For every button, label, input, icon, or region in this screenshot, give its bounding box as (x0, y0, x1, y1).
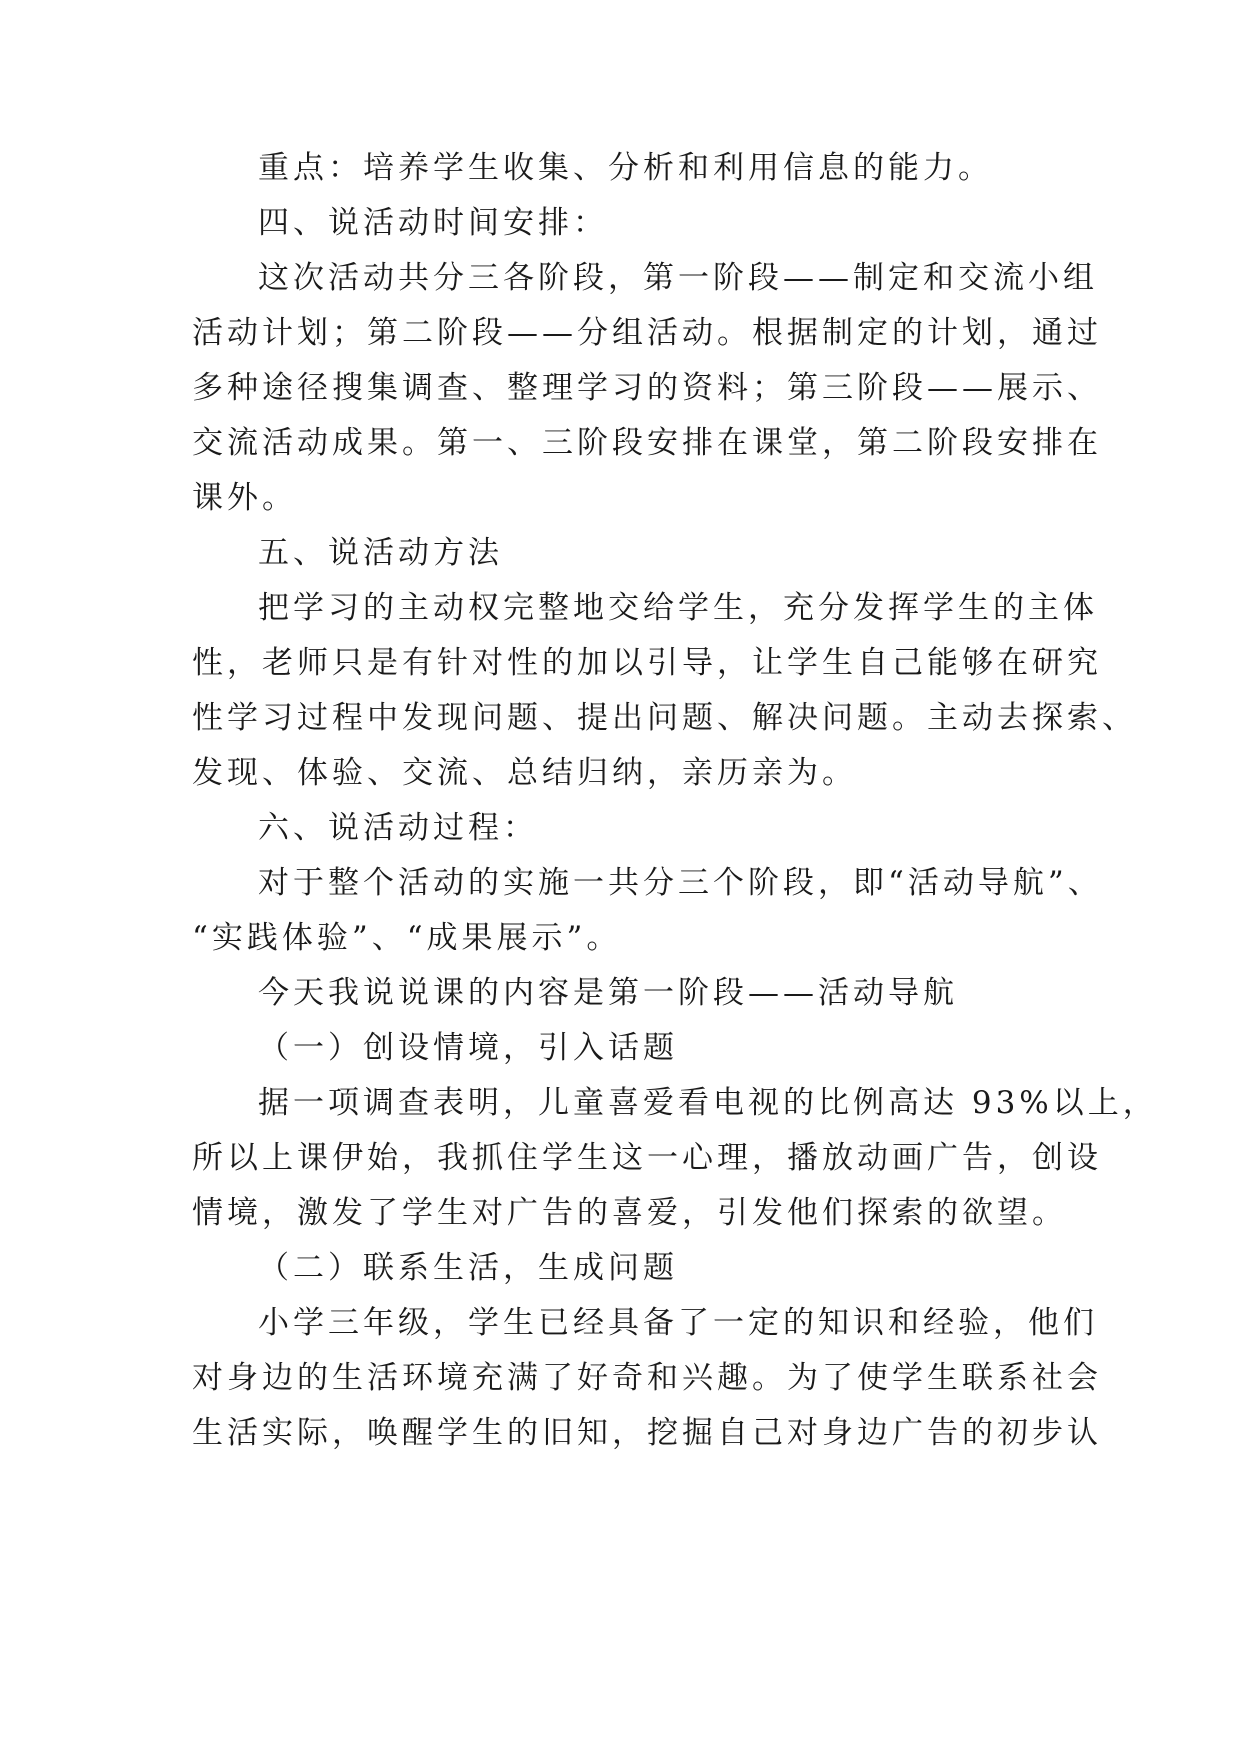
text-line: 课外。 (192, 480, 297, 516)
text-line: 活动计划；第二阶段——分组活动。根据制定的计划，通过 (192, 315, 1102, 351)
text-line: 重点：培养学生收集、分析和利用信息的能力。 (258, 150, 993, 186)
text-line: 发现、体验、交流、总结归纳，亲历亲为。 (192, 755, 857, 791)
text-line: 小学三年级，学生已经具备了一定的知识和经验，他们 (258, 1305, 1098, 1341)
text-line: 把学习的主动权完整地交给学生，充分发挥学生的主体 (258, 590, 1098, 626)
text-line: 对身边的生活环境充满了好奇和兴趣。为了使学生联系社会 (192, 1360, 1102, 1396)
text-line: 所以上课伊始，我抓住学生这一心理，播放动画广告，创设 (192, 1140, 1102, 1176)
text-line: 性学习过程中发现问题、提出问题、解决问题。主动去探索、 (192, 700, 1137, 736)
text-line: “实践体验”、“成果展示”。 (192, 920, 622, 956)
text-line: 据一项调查表明，儿童喜爱看电视的比例高达 93%以上， (258, 1085, 1158, 1121)
text-line: 多种途径搜集调查、整理学习的资料；第三阶段——展示、 (192, 370, 1102, 406)
text-line: 情境，激发了学生对广告的喜爱，引发他们探索的欲望。 (192, 1195, 1067, 1231)
subsection-heading: （一）创设情境，引入话题 (258, 1030, 678, 1066)
text-line: 性，老师只是有针对性的加以引导，让学生自己能够在研究 (192, 645, 1102, 681)
subsection-heading: （二）联系生活，生成问题 (258, 1250, 678, 1286)
text-line: 交流活动成果。第一、三阶段安排在课堂，第二阶段安排在 (192, 425, 1102, 461)
section-heading: 五、说活动方法 (258, 535, 503, 571)
text-line: 生活实际，唤醒学生的旧知，挖掘自己对身边广告的初步认 (192, 1415, 1102, 1451)
text-line: 今天我说说课的内容是第一阶段——活动导航 (258, 975, 958, 1011)
section-heading: 四、说活动时间安排： (258, 205, 608, 241)
text-line: 对于整个活动的实施一共分三个阶段，即“活动导航”、 (258, 865, 1103, 901)
text-line: 这次活动共分三各阶段，第一阶段——制定和交流小组 (258, 260, 1098, 296)
section-heading: 六、说活动过程： (258, 810, 538, 846)
